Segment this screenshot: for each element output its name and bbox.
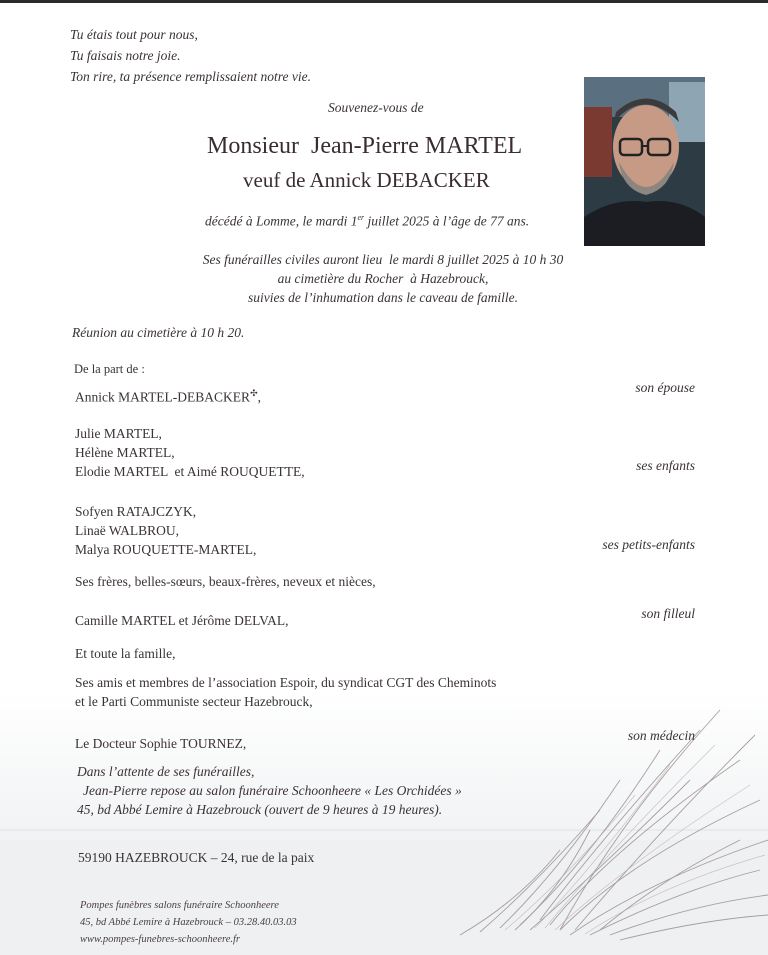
- doctor-entry: Le Docteur Sophie TOURNEZ,: [75, 736, 247, 751]
- godchild-role: son filleul: [641, 606, 695, 621]
- funeral-line: au cimetière du Rocher à Hazebrouck,: [277, 271, 489, 286]
- deceased-name: Monsieur Jean-Pierre MARTEL: [207, 133, 523, 159]
- poem-line: Ton rire, ta présence remplissaient notre vie.: [70, 69, 311, 84]
- grandchild-name: Sofyen RATAJCZYK,: [75, 504, 197, 519]
- funeral-line: Ses funérailles civiles auront lieu le mardi 8 juillet 2025 à 10 h 30: [202, 252, 564, 267]
- grandchildren-list: [75, 502, 256, 559]
- spouse-role: son épouse: [635, 380, 695, 395]
- meeting-note: Réunion au cimetière à 10 h 20.: [72, 325, 245, 340]
- whole-family-entry: Et toute la famille,: [75, 646, 176, 661]
- poem-line: Tu faisais notre joie.: [70, 48, 181, 63]
- deceased-mark: ✣: [250, 388, 258, 398]
- death-text: décédé à Lomme, le mardi 1: [205, 213, 358, 229]
- souvenez-vous: Souvenez-vous de: [328, 100, 424, 115]
- comma: ,: [257, 389, 261, 405]
- friends-line: Ses amis et membres de l’association Espoir, du syndicat CGT des Cheminots: [75, 675, 497, 690]
- salon-line: Dans l’attente de ses funérailles,: [77, 764, 255, 779]
- widower-of: veuf de Annick DEBACKER: [243, 168, 490, 192]
- death-text-end: juillet 2025 à l’âge de 77 ans.: [364, 213, 530, 229]
- grandchildren-role: ses petits-enfants: [602, 537, 695, 552]
- grandchild-name: Linaë WALBROU,: [75, 523, 179, 538]
- footer-website: www.pompes-funebres-schoonheere.fr: [80, 934, 241, 945]
- spouse-name: Annick MARTEL-DEBACKER: [75, 389, 251, 405]
- friends-entry: [75, 673, 496, 711]
- doctor-role: son médecin: [627, 728, 695, 743]
- grandchild-name: Malya ROUQUETTE-MARTEL,: [75, 542, 257, 557]
- salon-line: 45, bd Abbé Lemire à Hazebrouck (ouvert de 9 heures à 19 heures).: [77, 802, 443, 817]
- from-label: De la part de :: [74, 362, 145, 376]
- funeral-line: suivies de l’inhumation dans le caveau de famille.: [248, 290, 518, 305]
- death-notice: [205, 213, 529, 230]
- footer-line: Pompes funèbres salons funéraire Schoonheere: [80, 900, 279, 911]
- funeral-director-footer: [80, 897, 297, 948]
- child-name: Elodie MARTEL et Aimé ROUQUETTE,: [75, 464, 305, 479]
- footer-line: 45, bd Abbé Lemire à Hazebrouck – 03.28.40.03.03: [80, 917, 297, 928]
- friends-line: et le Parti Communiste secteur Hazebrouck,: [75, 694, 313, 709]
- children-role: ses enfants: [636, 458, 695, 473]
- top-border: [0, 0, 768, 3]
- funeral-details: [185, 250, 581, 307]
- funeral-home-info: [77, 762, 462, 819]
- salon-line: Jean-Pierre repose au salon funéraire Schoonheere « Les Orchidées »: [83, 783, 462, 798]
- portrait-photo: [584, 77, 705, 246]
- child-name: Julie MARTEL,: [75, 426, 162, 441]
- poem: [70, 24, 311, 87]
- poem-line: Tu étais tout pour nous,: [70, 27, 198, 42]
- spouse-entry: [75, 384, 261, 407]
- child-name: Hélène MARTEL,: [75, 445, 175, 460]
- family-address: 59190 HAZEBROUCK – 24, rue de la paix: [78, 850, 315, 865]
- godchild-entry: Camille MARTEL et Jérôme DELVAL,: [75, 613, 289, 628]
- ordinal-suffix: er: [357, 213, 365, 222]
- siblings-entry: Ses frères, belles-sœurs, beaux-frères, neveux et nièces,: [75, 574, 376, 589]
- children-list: [75, 424, 305, 481]
